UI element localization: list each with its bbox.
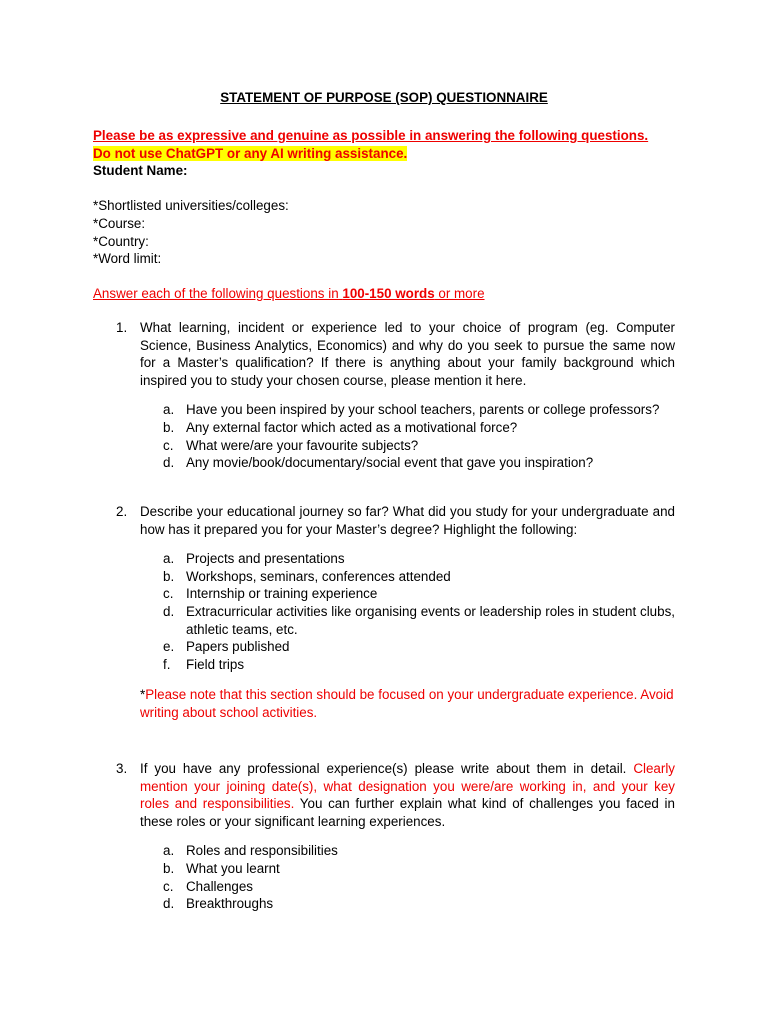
list-item: a. Have you been inspired by your school teachers, parents or college professors? (163, 402, 660, 418)
list-item: d. Any movie/book/documentary/social event that gave you inspiration? (163, 455, 594, 471)
student-name-label: Student Name: (93, 163, 188, 179)
question-number: 2. (116, 504, 128, 519)
question-number: 3. (116, 761, 128, 776)
list-item: a. Roles and responsibilities (163, 843, 338, 859)
question-number: 1. (116, 320, 128, 335)
list-item: b. Workshops, seminars, conferences attended (163, 568, 451, 584)
instruction-expressive: Please be as expressive and genuine as possible in answering the following questions. (93, 128, 649, 143)
field-course: *Course: (93, 215, 146, 231)
list-item: b. What you learnt (163, 860, 280, 876)
list-item: c. Challenges (163, 878, 253, 894)
list-item: b. Any external factor which acted as a motivational force? (163, 419, 518, 435)
intro-section (93, 127, 693, 303)
question-3 (116, 760, 675, 913)
list-item: d. Breakthroughs (163, 896, 274, 912)
list-item: a. Projects and presentations (163, 551, 345, 567)
list-item: d. Extracurricular activities like organising events or leadership roles in student clubs, athletic teams, etc. (163, 603, 675, 637)
question-text: Describe your educational journey so far? What did you study for your undergraduate and how has it prepared you for your Master’s degree? Highlight the following: (140, 504, 675, 537)
field-universities: *Shortlisted universities/colleges: (93, 198, 289, 214)
question-text: If you have any professional experience(s) please write about them in detail. Clearly mention your joining date(s), what designation you were/are working in, and your key roles and responsibilities. You can further explain what kind of challenges you faced in these roles or your significant learning experiences. (140, 761, 675, 829)
list-item: f. Field trips (163, 656, 245, 672)
instruction-no-ai: Do not use ChatGPT or any AI writing assistance. (93, 145, 408, 161)
question-2 (116, 503, 675, 722)
undergrad-note: *Please note that this section should be focused on your undergraduate experience. Avoid writing about school activities. (140, 687, 674, 720)
document-title: STATEMENT OF PURPOSE (SOP) QUESTIONNAIRE (220, 90, 548, 105)
answer-instruction: Answer each of the following questions in 100-150 words or more (93, 286, 485, 302)
question-1 (116, 319, 675, 472)
list-item: c. What were/are your favourite subjects? (163, 437, 419, 453)
field-country: *Country: (93, 233, 149, 249)
list-item: e. Papers published (163, 639, 290, 655)
list-item: c. Internship or training experience (163, 586, 378, 602)
field-word-limit: *Word limit: (93, 251, 162, 267)
question-text: What learning, incident or experience led to your choice of program (eg. Computer Science, Business Analytics, Economics) and why do you seek to pursue the same now for a Master’s qualification? If there is anything about your family background which inspired you to study your chosen course, please mention it here. (140, 320, 675, 388)
